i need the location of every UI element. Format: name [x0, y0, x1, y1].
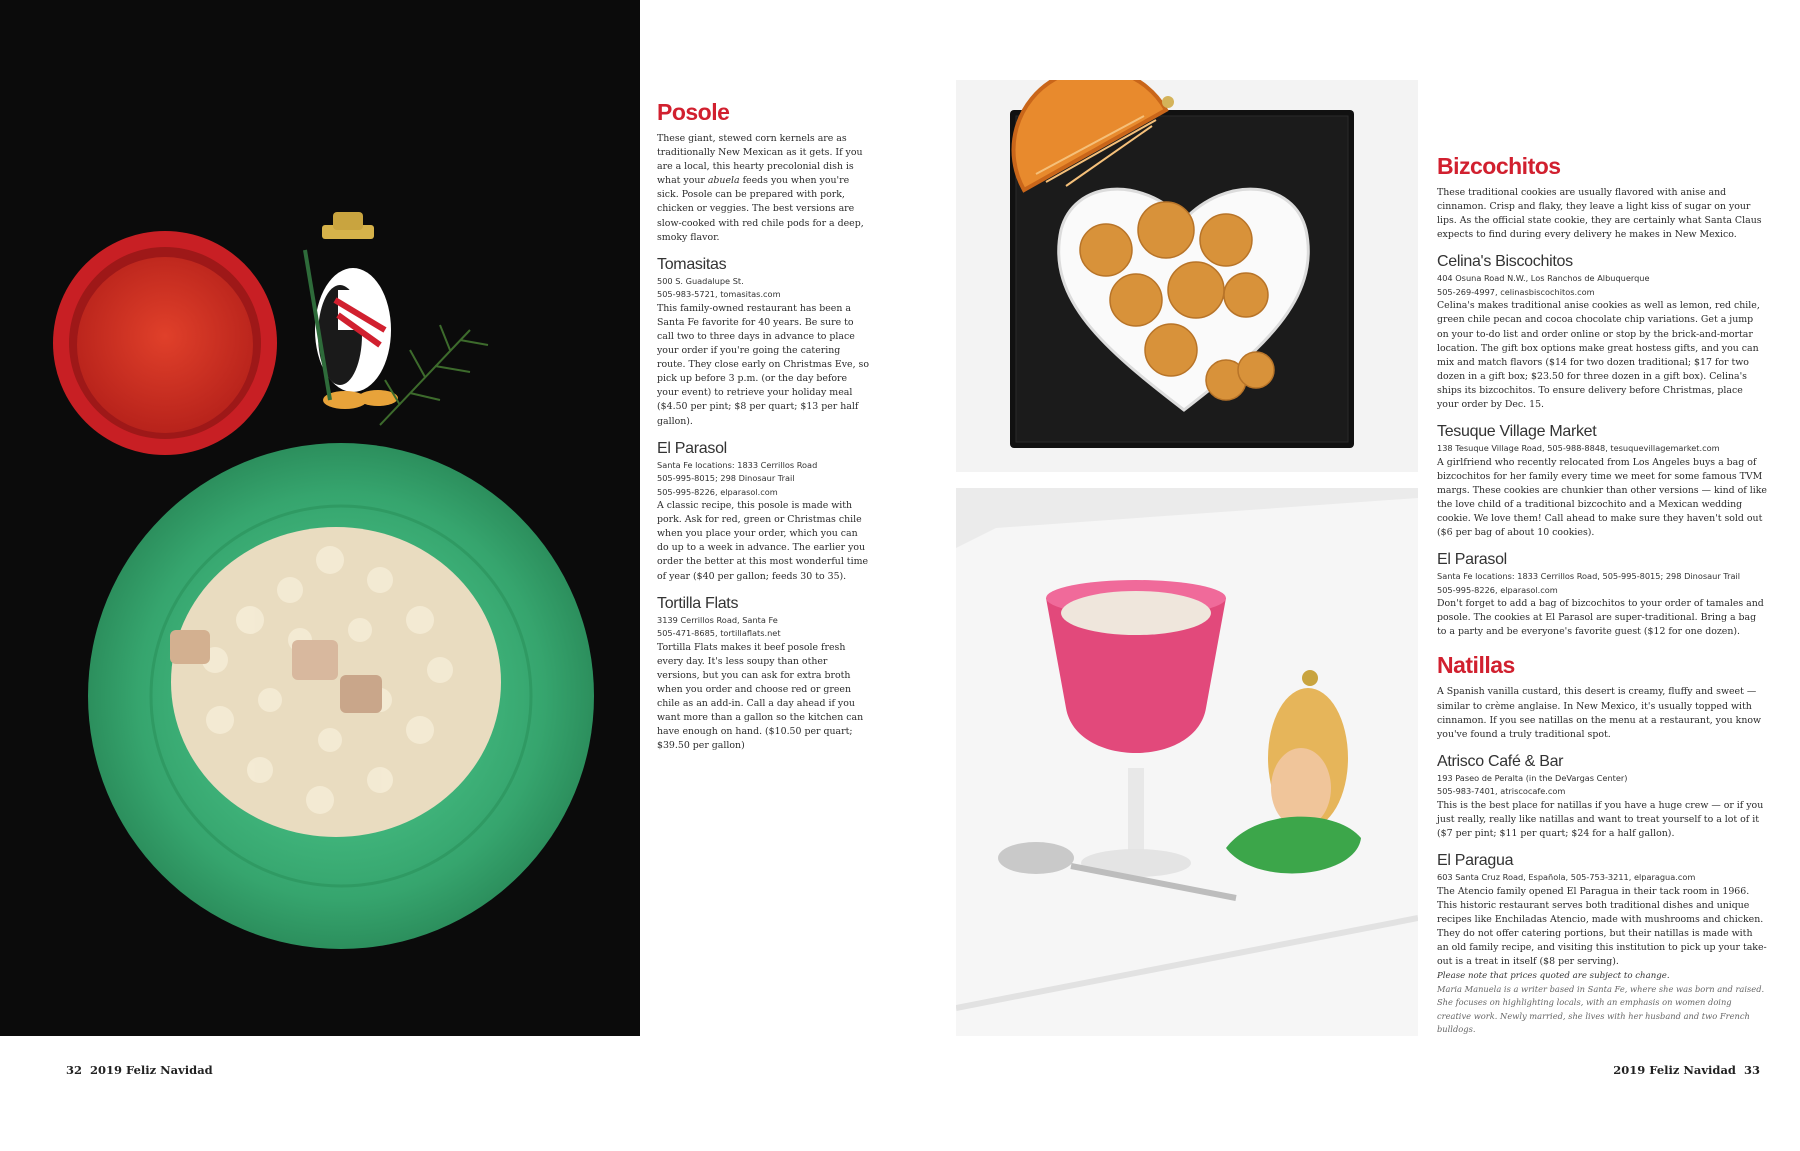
- pine-sprig: [380, 325, 488, 425]
- bizcochitos-photo: [956, 80, 1418, 472]
- green-posole-plate: [88, 443, 594, 949]
- right-folio: [1613, 1063, 1760, 1077]
- restaurant-name: El Parasol: [657, 439, 727, 457]
- restaurant-address: Santa Fe locations: 1833 Cerrillos Road, 505-995-8015; 298 Dinosaur Trail: [1437, 571, 1741, 582]
- bizcochitos-intro: These traditional cookies are usually flavored with anise and cinnamon. Crisp and flaky, they leave a light kiss of sugar on your lips. As the official state cookie, they are certainly what Santa Claus expects to find during every delivery he makes in New Mexico.: [1437, 187, 1762, 241]
- restaurant-name: Celina's Biscochitos: [1437, 253, 1573, 271]
- posole-photo: [0, 0, 640, 1036]
- restaurant-description: The Atencio family opened El Paragua in their tack room in 1966. This historic restaurant serves both traditional dishes and unique recipes like Enchiladas Atencio, made with mushrooms and chicken. They do not offer catering portions, but their natillas is made with an old family recipe, and visiting this institution to pick up your take-out is a treat in itself ($8 per serving).: [1437, 885, 1767, 968]
- restaurant-entry: [1437, 752, 1767, 841]
- restaurant-address: 3139 Cerrillos Road, Santa Fe: [657, 614, 778, 625]
- restaurant-entry: [657, 255, 871, 429]
- red-salsa-bowl: [53, 231, 277, 455]
- restaurant-address: 404 Osuna Road N.W., Los Ranchos de Albuquerque: [1437, 273, 1650, 284]
- price-note: Please note that prices quoted are subject to change.: [1437, 971, 1670, 982]
- restaurant-entry: [1437, 252, 1767, 412]
- restaurant-contact: 603 Santa Cruz Road, Española, 505-753-3211, elparagua.com: [1437, 872, 1696, 883]
- natillas-intro: A Spanish vanilla custard, this desert is creamy, fluffy and sweet — similar to crème anglaise. In New Mexico, it's usually topped with cinnamon. If you see natillas on the menu at a restaurant, you know you've found a truly traditional spot.: [1437, 686, 1762, 740]
- natillas-photo-illustration: [956, 488, 1418, 1036]
- right-page-number: 33: [1743, 1063, 1760, 1077]
- posole-intro-text-2: feeds you when you're sick. Posole can be prepared with pork, chicken or veggies. The best versions are slow-cooked with red chile pods for a deep, smoky flavor.: [657, 175, 864, 243]
- posole-intro: [657, 132, 871, 245]
- posole-intro-emphasis: abuela: [707, 175, 740, 187]
- restaurant-entry: [1437, 550, 1767, 639]
- restaurant-address: 500 S. Guadalupe St.: [657, 275, 744, 286]
- restaurant-description: This is the best place for natillas if you have a huge crew — or if you just really, really like natillas and want to treat yourself to a lot of it ($7 per pint; $11 per quart; $24 for a half gallon).: [1437, 799, 1764, 840]
- restaurant-contact: 505-471-8685, tortillaflats.net: [657, 628, 781, 639]
- left-page-number: 32: [66, 1063, 83, 1077]
- restaurant-contact: 505-995-8226, elparasol.com: [1437, 584, 1558, 595]
- natillas-heading: Natillas: [1437, 652, 1515, 679]
- restaurant-address: Santa Fe locations: 1833 Cerrillos Road: [657, 459, 818, 470]
- restaurant-address: 193 Paseo de Peralta (in the DeVargas Center): [1437, 772, 1628, 783]
- restaurant-name: Atrisco Café & Bar: [1437, 752, 1564, 770]
- restaurant-description: Celina's makes traditional anise cookies as well as lemon, red chile, green chile pecan and cocoa chocolate chip variations. Get a jump on your to-do list and order online or stop by the brick-and-mortar location. The gift box options make great hostess gifts, and you can mix and match flavors ($14 for two dozen traditional; $17 for two dozen in a gift box; $23.50 for three dozen in a gift box). Celina's ships its bizcochitos. To ensure delivery before Christmas, place your order by Dec. 15.: [1437, 300, 1760, 411]
- left-folio: [66, 1063, 213, 1077]
- restaurant-contact: 505-269-4997, celinasbiscochitos.com: [1437, 286, 1595, 297]
- restaurant-name: Tesuque Village Market: [1437, 423, 1597, 441]
- restaurant-entry: [1437, 422, 1767, 540]
- restaurant-description: Don't forget to add a bag of bizcochitos to your order of tamales and posole. The cookies at El Parasol are super-traditional. Bring a bag to a party and be everyone's favorite guest ($12 for one dozen).: [1437, 598, 1764, 638]
- restaurant-description: A girlfriend who recently relocated from Los Angeles buys a bag of bizcochitos for her family every time we meet for some famous TVM margs. These cookies are chunkier than other versions — kind of like the love child of a traditional bizcochito and a Mexican wedding cookie. We love them! Call ahead to make sure they haven't sold out ($6 per bag of about 10 cookies).: [1437, 456, 1767, 539]
- restaurant-description: This family-owned restaurant has been a Santa Fe favorite for 40 years. Be sure to call two to three days in advance to place your order if you're going the catering route. They close early on Christmas Eve, so pick up before 3 p.m. (or the day before your event) to retrieve your holiday meal ($4.50 per pint; $8 per quart; $13 per half gallon).: [657, 302, 869, 427]
- author-bio: Maria Manuela is a writer based in Santa Fe, where she was born and raised. She focuses on highlighting locals, with an emphasis on women doing creative work. Newly married, she lives with her husband and two French bulldogs.: [1437, 984, 1765, 1034]
- posole-intro-text-1: These giant, stewed corn kernels are as traditionally New Mexican as it gets. If you are a local, this hearty precolonial dish is what your: [657, 133, 863, 187]
- penguin-ornament: [305, 212, 398, 409]
- restaurant-description: A classic recipe, this posole is made with pork. Ask for red, green or Christmas chile when you place your order, which you can do up to a week in advance. The earlier you order the better at this most wonderful time of year ($40 per gallon; feeds 30 to 35).: [657, 500, 869, 582]
- posole-section: [657, 98, 871, 753]
- left-running-title: 2019 Feliz Navidad: [90, 1063, 213, 1077]
- restaurant-name: Tomasitas: [657, 255, 727, 273]
- bizcochitos-photo-illustration: [956, 80, 1418, 472]
- restaurant-entry: [1437, 851, 1767, 969]
- restaurant-description: Tortilla Flats makes it beef posole fresh every day. It's less soupy than other versions, but you can ask for extra broth when you order and choose red or green chile as an add-in. Call a day ahead if you want more than a gallon so the kitchen can have enough on hand. ($10.50 per quart; $39.50 per gallon): [657, 641, 864, 752]
- right-running-title: 2019 Feliz Navidad: [1613, 1063, 1736, 1077]
- restaurant-name: Tortilla Flats: [657, 594, 739, 612]
- restaurant-address: 505-995-8015; 298 Dinosaur Trail: [657, 473, 795, 484]
- restaurant-entry: [657, 594, 871, 754]
- posole-photo-illustration: [0, 0, 640, 1036]
- restaurant-contact: 505-995-8226, elparasol.com: [657, 486, 778, 497]
- natillas-photo: [956, 488, 1418, 1036]
- posole-heading: Posole: [657, 99, 730, 125]
- restaurant-name: El Paragua: [1437, 852, 1514, 870]
- restaurant-contact: 138 Tesuque Village Road, 505-988-8848, tesuquevillagemarket.com: [1437, 443, 1720, 454]
- bizcochitos-heading: Bizcochitos: [1437, 153, 1561, 179]
- restaurant-entry: [657, 439, 871, 584]
- restaurant-contact: 505-983-5721, tomasitas.com: [657, 289, 781, 300]
- right-column: [1437, 152, 1767, 1036]
- restaurant-contact: 505-983-7401, atriscocafe.com: [1437, 786, 1566, 797]
- restaurant-name: El Parasol: [1437, 551, 1507, 569]
